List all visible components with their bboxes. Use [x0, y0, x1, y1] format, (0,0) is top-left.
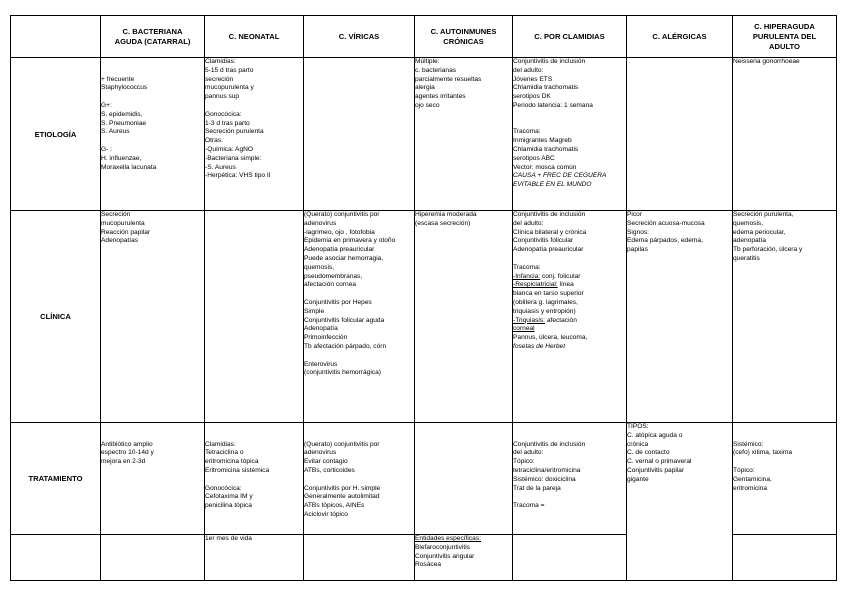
cell-line: eritromicina: [733, 484, 768, 492]
cell-line: mucopurulenta: [101, 219, 145, 227]
column-header-line: CRÓNICAS: [443, 36, 484, 46]
cell-line: Pannus, úlcera, leucoma,: [513, 334, 588, 342]
cell-line: [304, 432, 414, 441]
cell-tratamiento-hiperaguda: [733, 423, 837, 535]
cell-line: S. Pneumoniae: [101, 119, 147, 127]
cell-line: Puede asociar hemorragia,: [304, 254, 384, 262]
cell-etiologia-hiperaguda: [733, 58, 837, 211]
cell-line-styled: [513, 317, 626, 326]
cell-line: afectación cornea: [304, 281, 357, 289]
cell-line: 1-3 d tras parto: [205, 119, 250, 127]
cell-clinica-hiperaguda: [733, 211, 837, 423]
cell-line: Adenopatía preauricular: [513, 246, 584, 254]
cell-line: Trat de la pareja: [513, 484, 561, 492]
cell-line: Tetraciclina o: [205, 449, 244, 457]
cell-line: c. bacterianas: [415, 66, 457, 74]
cell-line: [101, 137, 204, 146]
cell-etiologia-aguda: [101, 58, 205, 211]
cell-line: del adulto:: [513, 66, 544, 74]
corner-cell: [11, 16, 101, 58]
cell-line: [513, 423, 626, 432]
column-header-aguda: [101, 16, 205, 58]
cell-line: [101, 67, 204, 76]
column-header-line: C. NEONATAL: [228, 31, 280, 41]
cell-line: [733, 458, 836, 467]
styled-text: -Infancia:: [513, 272, 541, 280]
cell-line: Gonocócica:: [205, 484, 242, 492]
cell-line: serotipos DK: [513, 93, 551, 101]
cell-line: adenopatía: [733, 237, 767, 245]
cell-line: Signos:: [627, 228, 649, 236]
cell-line: alergia: [415, 84, 435, 92]
cell-line: [513, 432, 626, 441]
cell-line: 1er mes de vida: [205, 535, 252, 542]
cell-line-styled: [513, 181, 626, 190]
cell-line: TIPOS:: [627, 423, 649, 430]
cell-line: eritromicina tópica: [205, 458, 259, 466]
column-header-clamidias: [513, 16, 627, 58]
cell-line: [513, 255, 626, 264]
cell-line: [513, 120, 626, 129]
cell-line: pseudomembranas,: [304, 272, 363, 280]
cell-line: adenovirus: [304, 449, 337, 457]
cell-line: -lagrimeo, ojo , fotofobia: [304, 228, 375, 236]
cell-line: Inmigrantes Magreb: [513, 137, 572, 145]
column-header-neonatal: [205, 16, 304, 58]
cell-line: Conjuntivitis de inclusión: [513, 58, 586, 65]
conjunctivitis-table-page: [10, 15, 837, 581]
cell-extra-clamidias: [513, 535, 627, 581]
cell-line: Clínica bilateral y crónica: [513, 228, 587, 236]
cell-line: (Querato) conjuntivitis por: [304, 440, 380, 448]
cell-line: crónica: [627, 440, 649, 448]
cell-line: Conjuntivitis folicular: [513, 237, 574, 245]
styled-text: corneal: [513, 325, 535, 333]
cell-line: Sistémico:: [733, 440, 764, 448]
cell-line: -Bacteriana simple:: [205, 154, 262, 162]
row-label-etiologia: ETIOLOGÍA: [11, 58, 101, 211]
cell-line: [101, 58, 204, 67]
cell-etiologia-clamidias: [513, 58, 627, 211]
column-header-line: C. HIPERAGUDA: [754, 21, 815, 31]
cell-line: Sistémico: doxiciclina: [513, 475, 576, 483]
cell-line: Aciclovir tópico: [304, 510, 348, 518]
header-row: [11, 16, 837, 58]
cell-line: penicilina tópica: [205, 502, 252, 510]
cell-line: Picor: [627, 211, 643, 218]
cell-line: G- :: [101, 145, 112, 153]
cell-line: -Herpética: VHS tipo II: [205, 172, 271, 180]
cell-line: Periodo latencia: 1 semana: [513, 101, 593, 109]
cell-line: Conjuntivitis por H. simple: [304, 484, 381, 492]
cell-line: [101, 423, 204, 432]
cell-line: -S. Aureus: [205, 163, 236, 171]
cell-line: 5-15 d tras parto: [205, 66, 254, 74]
column-header-line: ADULTO: [769, 41, 800, 51]
column-header-viricas: [304, 16, 415, 58]
cell-line: quemosis,: [733, 219, 764, 227]
cell-line: Jóvenes ETS: [513, 75, 553, 83]
cell-line: [304, 423, 414, 432]
cell-line: Secreción: [101, 211, 131, 218]
cell-line: Adenopatía preauricular: [304, 246, 375, 254]
cell-line: parcialmente resueltas: [415, 75, 482, 83]
cell-line: Edema párpados, edema,: [627, 237, 703, 245]
cell-line: Secreción purulenta,: [733, 211, 794, 218]
cell-line: Conjuntivitis angular: [415, 552, 475, 560]
cell-line: Adenopatía: [304, 325, 338, 333]
cell-line: Tb afectación párpado, córn: [304, 342, 387, 350]
cell-line: Staphylococcus: [101, 84, 148, 92]
cell-line: S. epidemidis,: [101, 110, 143, 118]
cell-line: Chlamidia trachomatis: [513, 145, 579, 153]
cell-line: [513, 111, 626, 120]
styled-text: -Triquiasis:: [513, 316, 545, 324]
cell-tratamiento-autoinmunes: [415, 423, 513, 535]
cell-line: Hiperemia moderada: [415, 211, 477, 218]
trailing-text: conj. folicular: [540, 272, 581, 280]
cell-line: [513, 493, 626, 502]
column-header-line: PURULENTA DEL: [752, 31, 817, 41]
cell-line: Conjuntivitis folicular aguda: [304, 316, 385, 324]
cell-line: quemosis,: [304, 263, 335, 271]
cell-line: blanca en tarso superior: [513, 290, 584, 298]
cell-line: Generalmente autolimitad: [304, 493, 380, 501]
cell-line: Adenopatías: [101, 237, 139, 245]
cell-line: Múltiple:: [415, 58, 440, 65]
column-header-autoinmunes: [415, 16, 513, 58]
cell-line: [304, 290, 414, 299]
cell-clinica-clamidias: [513, 211, 627, 423]
cell-line: Neisseria gonorrhoeae: [733, 58, 800, 65]
cell-line: Antibiótico amplio: [101, 440, 153, 448]
cell-line: (oblitera g. lagrimales,: [513, 298, 578, 306]
cell-line: [733, 432, 836, 441]
cell-line: Tracoma:: [513, 128, 541, 136]
cell-line: Evitar contagio: [304, 458, 348, 466]
cell-line: Enterovirus: [304, 360, 338, 368]
cell-line: Clamidias:: [205, 58, 236, 65]
cell-line-styled: [513, 325, 626, 334]
cell-line: ATBs, corticoides: [304, 466, 355, 474]
cell-line: Secreción acuosa-mucosa: [627, 219, 705, 227]
cell-line: Eritromicina sistémica: [205, 466, 270, 474]
cell-clinica-neonatal: [205, 211, 304, 423]
cell-line: del adulto:: [513, 219, 544, 227]
cell-line: C. atópica aguda o: [627, 431, 683, 439]
cell-line: Clamidias:: [205, 440, 236, 448]
cell-line: Moraxella lacunata: [101, 163, 157, 171]
row-label-extra: [11, 535, 101, 581]
row-tratamiento: [11, 423, 837, 535]
cell-line: C. de contacto: [627, 449, 670, 457]
cell-line: espectro 10-14d y: [101, 449, 154, 457]
cell-etiologia-neonatal: [205, 58, 304, 211]
cell-line: [205, 423, 303, 432]
cell-line: Epidemia en primavera y otoño: [304, 237, 396, 245]
cell-line-styled: [513, 343, 626, 352]
cell-clinica-viricas: [304, 211, 415, 423]
cell-line: gigante: [627, 475, 649, 483]
conjunctivitis-table: [10, 15, 837, 581]
cell-clinica-alergicas: [627, 211, 733, 423]
cell-line: Rosácea: [415, 561, 442, 569]
cell-line: mejora en 2-3d: [101, 458, 146, 466]
trailing-text: afectación: [545, 316, 577, 324]
cell-line-styled: [415, 535, 512, 544]
cell-line: (cefo) xitima, taxima: [733, 449, 792, 457]
cell-line: Conjuntivitis por Hepes: [304, 298, 372, 306]
cell-line: [304, 352, 414, 361]
cell-tratamiento-neonatal: [205, 423, 304, 535]
cell-etiologia-viricas: [304, 58, 415, 211]
cell-extra-aguda: [101, 535, 205, 581]
cell-line: triquiasis y entropión): [513, 307, 576, 315]
cell-line: [205, 476, 303, 485]
styled-text: EVITABLE EN EL MUNDO: [513, 181, 592, 189]
cell-line: C. vernal o primaveral: [627, 458, 692, 466]
cell-line: + frecuente: [101, 75, 135, 83]
cell-clinica-aguda: [101, 211, 205, 423]
cell-line: edema periocular,: [733, 228, 786, 236]
cell-etiologia-alergicas: [627, 58, 733, 211]
styled-text: fosetas de Herbet: [513, 342, 566, 350]
cell-tratamiento-alergicas: [627, 423, 733, 581]
cell-line: S. Aureus: [101, 128, 130, 136]
row-label-tratamiento: TRATAMIENTO: [11, 423, 101, 535]
cell-line: papilas: [627, 246, 648, 254]
row-label-clinica: CLÍNICA: [11, 211, 101, 423]
column-header-line: C. VÍRICAS: [338, 31, 380, 41]
cell-line: Tracoma:: [513, 263, 541, 271]
cell-line: Otras:: [205, 137, 223, 145]
cell-line: Conjuntivitis de inclusión: [513, 440, 586, 448]
cell-line: Tracoma =: [513, 502, 545, 510]
cell-line: ojo seco: [415, 101, 440, 109]
cell-line: Gonocócica:: [205, 110, 242, 118]
cell-line: mucopurulenta y: [205, 84, 254, 92]
cell-line: (conjuntivitis hemorrágica): [304, 369, 381, 377]
column-header-line: C. ALÉRGICAS: [652, 31, 707, 41]
cell-line: Conjuntivitis de inclusión: [513, 211, 586, 218]
row-etiologia: [11, 58, 837, 211]
cell-line: Primoinfección: [304, 334, 348, 342]
cell-line: adenovirus: [304, 219, 337, 227]
trailing-text: línea: [557, 281, 574, 289]
cell-tratamiento-clamidias: [513, 423, 627, 535]
cell-extra-autoinmunes: [415, 535, 513, 581]
cell-line: Tb perforación, úlcera y: [733, 246, 803, 254]
column-header-line: C. BACTERIANA: [122, 26, 183, 36]
cell-line: Conjuntivitis papilar: [627, 466, 685, 474]
cell-extra-viricas: [304, 535, 415, 581]
cell-tratamiento-viricas: [304, 423, 415, 535]
cell-line: ATBs tópicos, AINEs: [304, 502, 365, 510]
cell-extra-neonatal: [205, 535, 304, 581]
cell-line: secreción: [205, 75, 234, 83]
cell-clinica-autoinmunes: [415, 211, 513, 423]
cell-line: Secreción purulenta: [205, 128, 264, 136]
cell-line: Vector: mosca común: [513, 163, 577, 171]
cell-line: [101, 432, 204, 441]
cell-extra-hiperaguda: [733, 535, 837, 581]
cell-line-styled: [513, 172, 626, 181]
cell-line: queratitis: [733, 254, 760, 262]
cell-line: serotipos ABC: [513, 154, 555, 162]
cell-line: G+:: [101, 101, 112, 109]
column-header-hiperaguda: [733, 16, 837, 58]
cell-line: [304, 476, 414, 485]
cell-line: Reacción papilar: [101, 228, 151, 236]
styled-text: Entidades específicas:: [415, 535, 481, 542]
styled-text: -Respiciatricial:: [513, 281, 558, 289]
cell-line: Chlamidia trachomatis: [513, 84, 579, 92]
cell-line: [733, 423, 836, 432]
cell-line: Blefaroconjuntivitis: [415, 543, 470, 551]
cell-line: H. influenzae,: [101, 154, 142, 162]
cell-line: (Querato) conjuntivitis por: [304, 211, 380, 218]
cell-line: tetraciclina/eritromicina: [513, 466, 581, 474]
cell-line-styled: [513, 281, 626, 290]
column-header-alergicas: [627, 16, 733, 58]
cell-line: Cefotaxima IM y: [205, 493, 253, 501]
cell-line: [205, 432, 303, 441]
cell-line: [205, 102, 303, 111]
column-header-line: AGUDA (CATARRAL): [114, 36, 191, 46]
cell-line: pannus sup: [205, 93, 240, 101]
cell-etiologia-autoinmunes: [415, 58, 513, 211]
cell-line-styled: [513, 273, 626, 282]
cell-line: Gentamicina,: [733, 475, 772, 483]
cell-line: [101, 93, 204, 102]
cell-tratamiento-aguda: [101, 423, 205, 535]
cell-line: Simple: [304, 307, 325, 315]
cell-line: del adulto:: [513, 449, 544, 457]
cell-line: Tópico:: [733, 466, 755, 474]
cell-line: -Química: AgNO: [205, 145, 254, 153]
cell-line: Tópico:: [513, 458, 535, 466]
styled-text: CAUSA + FREC DE CEGUERA: [513, 172, 607, 180]
row-clinica: [11, 211, 837, 423]
cell-line: (escasa secreción): [415, 219, 471, 227]
column-header-line: C. AUTOINMUNES: [430, 26, 497, 36]
column-header-line: C. POR CLAMIDIAS: [534, 31, 605, 41]
cell-line: agentes irritantes: [415, 93, 466, 101]
